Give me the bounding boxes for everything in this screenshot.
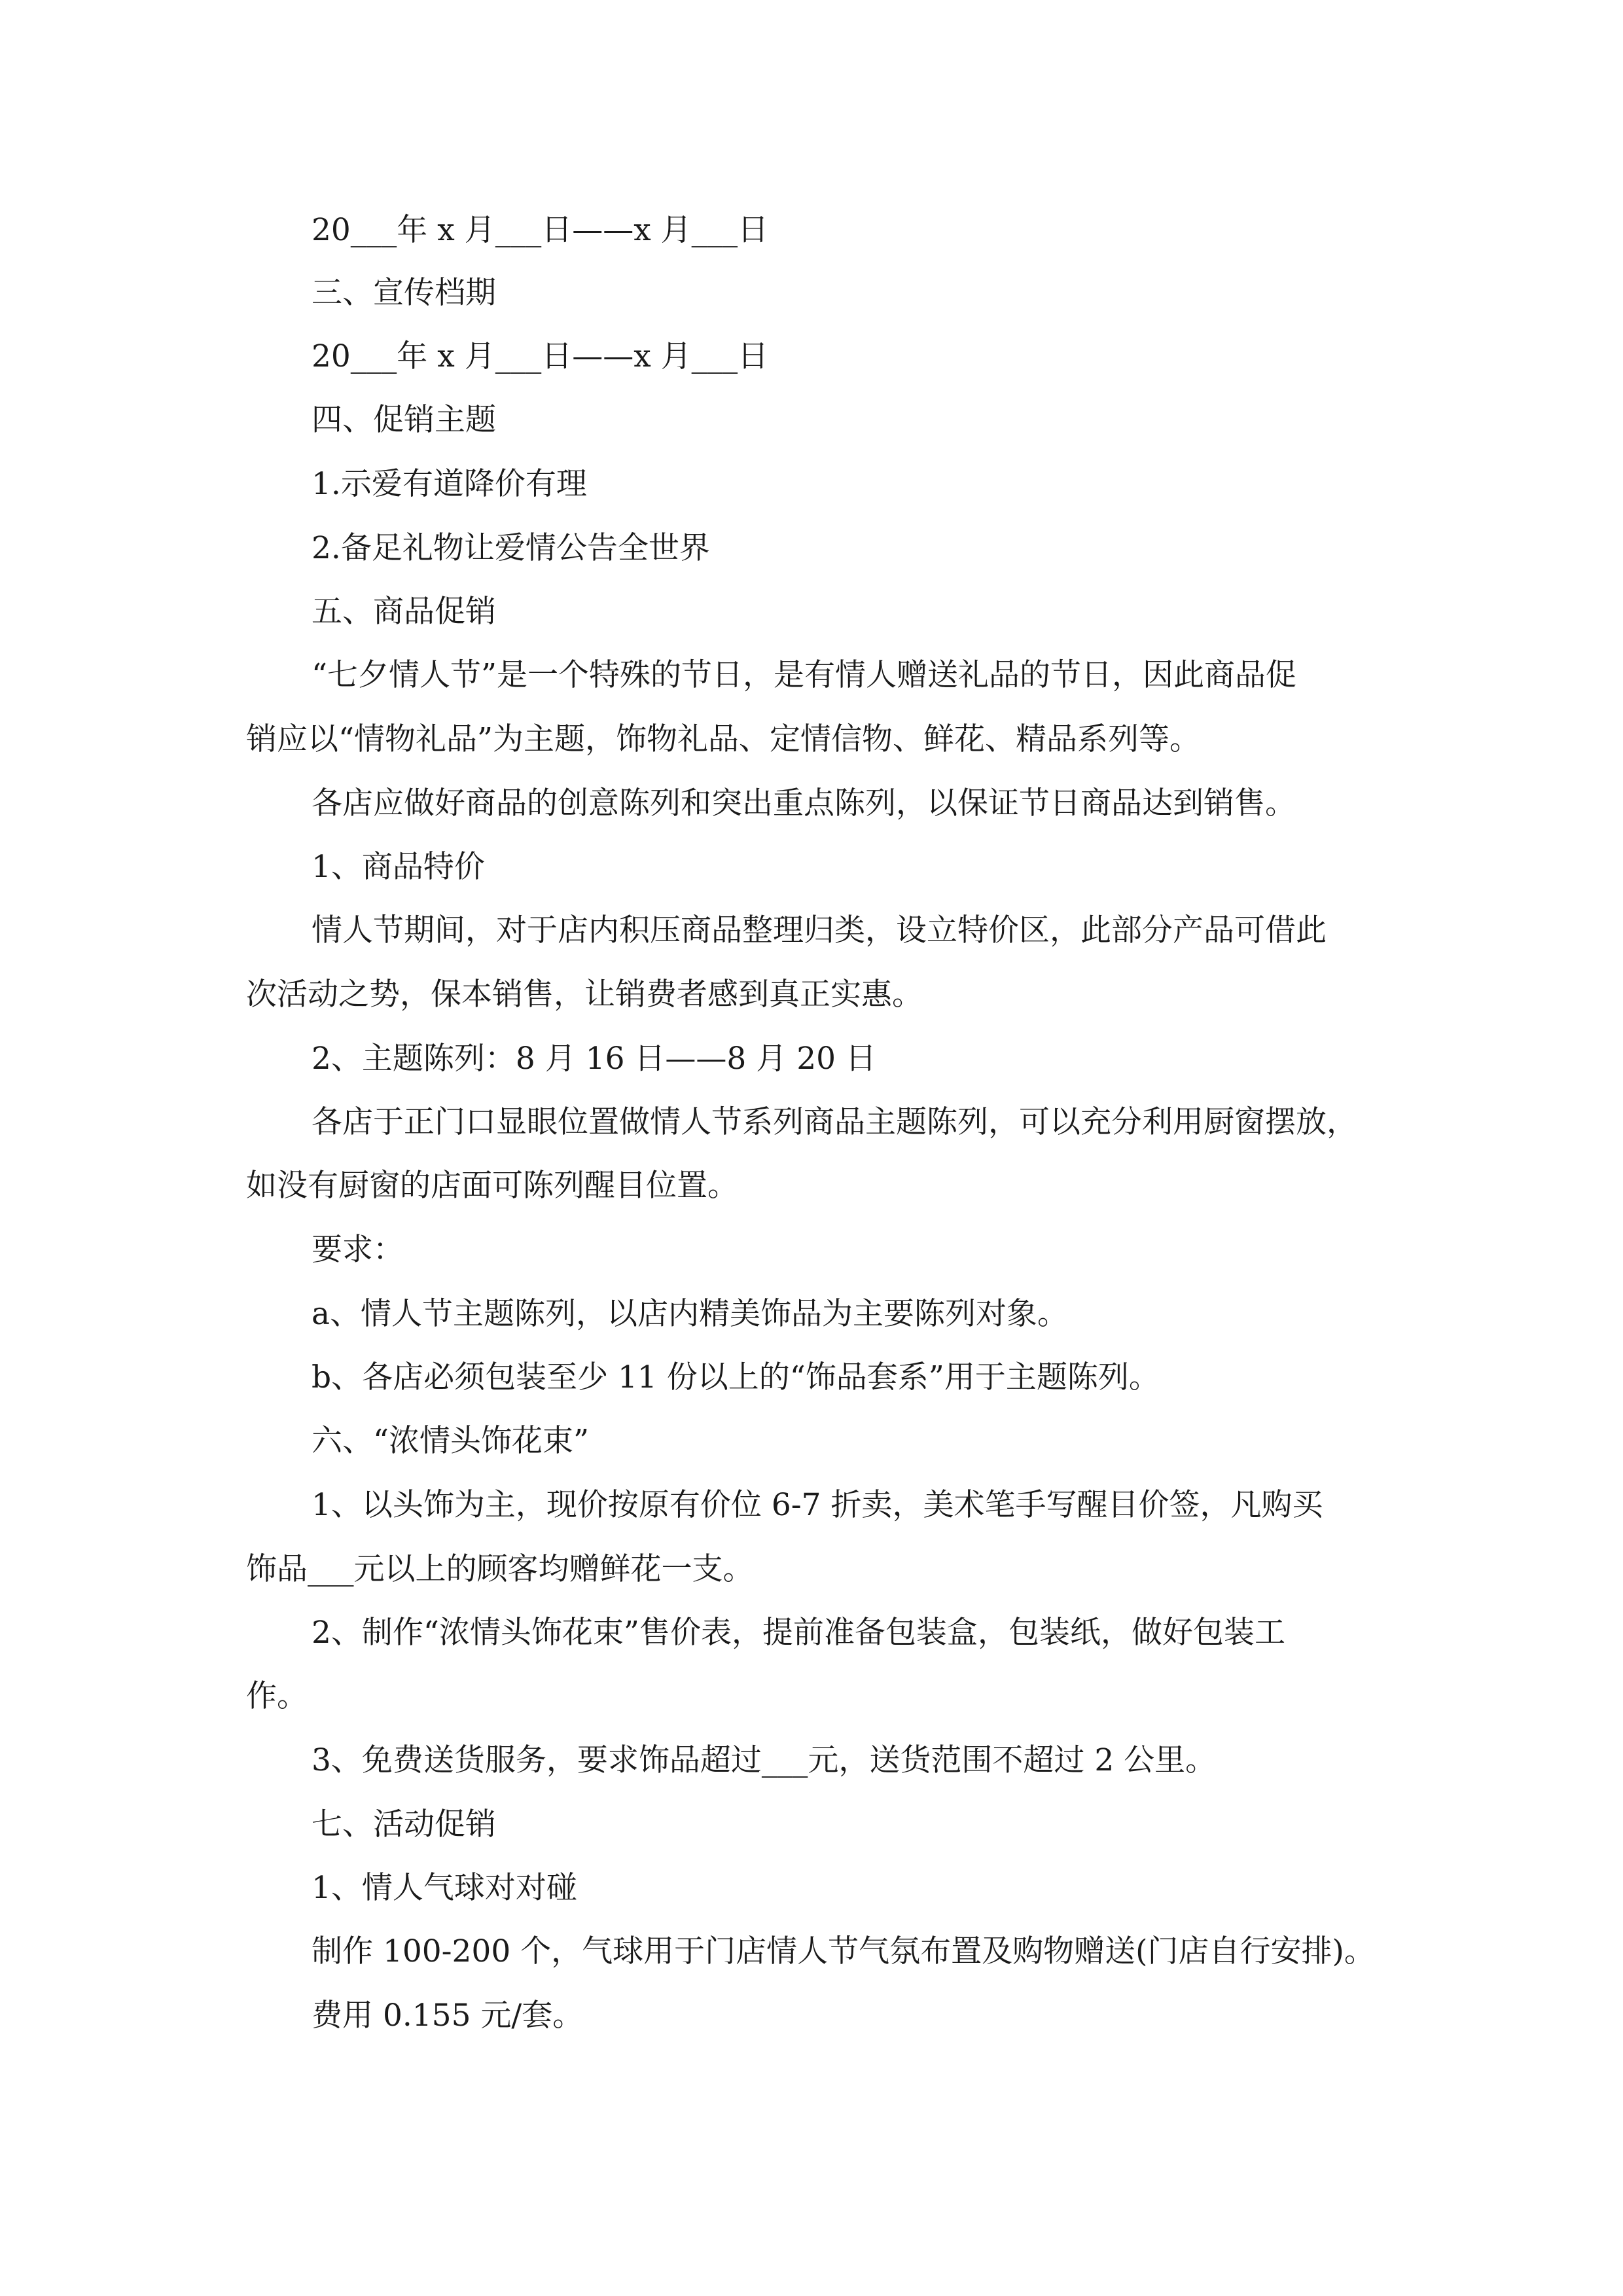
text-line: 20___年 x 月___日——x 月___日 (312, 212, 769, 248)
subsection-heading: 1、商品特价 (312, 849, 485, 885)
paragraph-line: 次活动之势，保本销售，让销费者感到真正实惠。 (246, 977, 923, 1013)
section-heading: 四、促销主题 (312, 402, 496, 438)
subsection-heading: 1、情人气球对对碰 (312, 1870, 577, 1906)
section-heading: 五、商品促销 (312, 594, 496, 630)
paragraph-line: 各店于正门口显眼位置做情人节系列商品主题陈列，可以充分利用厨窗摆放， (312, 1104, 1357, 1140)
paragraph-line: 作。 (246, 1678, 308, 1714)
paragraph-line: 3、免费送货服务，要求饰品超过___元，送货范围不超过 2 公里。 (312, 1742, 1217, 1778)
paragraph-line: 2、制作“浓情头饰花束”售价表，提前准备包装盒，包装纸，做好包装工 (312, 1615, 1285, 1651)
section-heading: 七、活动促销 (312, 1806, 496, 1842)
paragraph-line: 1、以头饰为主，现价按原有价位 6-7 折卖，美术笔手写醒目价签，凡购买 (312, 1487, 1323, 1523)
paragraph-line: 销应以“情物礼品”为主题，饰物礼品、定情信物、鲜花、精品系列等。 (246, 721, 1201, 757)
paragraph-line: 情人节期间，对于店内积压商品整理归类，设立特价区，此部分产品可借此 (312, 912, 1327, 948)
text-line: 要求： (312, 1232, 404, 1268)
paragraph-line: “七夕情人节”是一个特殊的节日，是有情人赠送礼品的节日，因此商品促 (312, 657, 1297, 693)
list-item: a、情人节主题陈列，以店内精美饰品为主要陈列对象。 (312, 1296, 1069, 1332)
list-item: 1.示爱有道降价有理 (312, 466, 587, 502)
list-item: 2.备足礼物让爱情公告全世界 (312, 530, 710, 566)
section-heading: 六、“浓情头饰花束” (312, 1423, 590, 1459)
section-heading: 三、宣传档期 (312, 275, 496, 311)
text-line: 20___年 x 月___日——x 月___日 (312, 338, 769, 374)
paragraph-line: 如没有厨窗的店面可陈列醒目位置。 (246, 1168, 738, 1204)
paragraph-line: 各店应做好商品的创意陈列和突出重点陈列，以保证节日商品达到销售。 (312, 785, 1296, 821)
paragraph-line: 费用 0.155 元/套。 (312, 1998, 584, 2034)
paragraph-line: 制作 100-200 个，气球用于门店情人节气氛布置及购物赠送(门店自行安排)。 (312, 1933, 1375, 1969)
list-item: b、各店必须包装至少 11 份以上的“饰品套系”用于主题陈列。 (312, 1359, 1160, 1395)
paragraph-line: 饰品___元以上的顾客均赠鲜花一支。 (246, 1551, 754, 1587)
subsection-heading: 2、主题陈列：8 月 16 日——8 月 20 日 (312, 1041, 876, 1077)
